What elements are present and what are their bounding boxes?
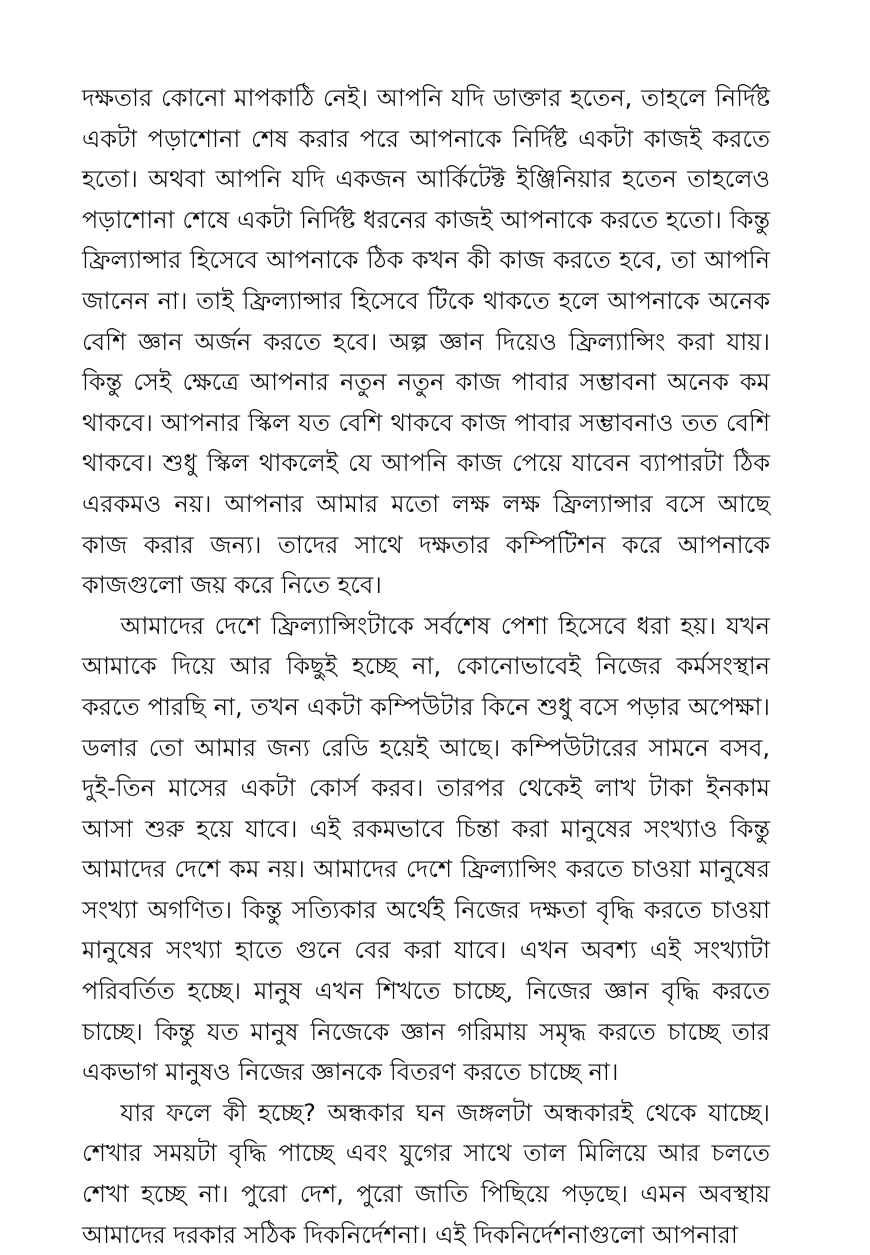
paragraph-2: আমাদের দেশে ফ্রিল্যান্সিংটাকে সর্বশেষ পেশা হিসেবে ধরা হয়। যখন আমাকে দিয়ে আর কিছুই হচ্ছে না, কোনোভাবেই নিজের কর্মসংস্থান করতে পারছি না, তখন একটা কম্পিউটার কিনে শুধু বসে পড়ার অপেক্ষা। ডলার তো আমার জন্য রেডি হয়েই আছে। কম্পিউটারের সামনে বসব, দুই-তিন মাসের একটা কোর্স করব। তারপর থেকেই লাখ টাকা ইনকাম আসা শুরু হয়ে যাবে। এই রকমভাবে চিন্তা করা মানুষের সংখ্যাও কিন্তু আমাদের দেশে কম নয়। আমাদের দেশে ফ্রিল্যান্সিং করতে চাওয়া মানুষের সংখ্যা অগণিত। কিন্তু সত্যিকার অর্থেই নিজের দক্ষতা বৃদ্ধি করতে চাওয়া মানুষের সংখ্যা হাতে গুনে বের করা যাবে। এখন অবশ্য এই সংখ্যাটা পরিবর্তিত হচ্ছে। মানুষ এখন শিখতে চাচ্ছে, নিজের জ্ঞান বৃদ্ধি করতে চাচ্ছে। কিন্তু যত মানুষ নিজেকে জ্ঞান গরিমায় সমৃদ্ধ করতে চাচ্ছে তার একভাগ মানুষও নিজের জ্ঞানকে বিতরণ করতে চাচ্ছে না। <box>82 611 770 1087</box>
paragraph-3: যার ফলে কী হচ্ছে? অন্ধকার ঘন জঙ্গলটা অন্ধকারই থেকে যাচ্ছে। শেখার সময়টা বৃদ্ধি পাচ্ছে এবং যুগের সাথে তাল মিলিয়ে আর চলতে শেখা হচ্ছে না। পুরো দেশ, পুরো জাতি পিছিয়ে পড়ছে। এমন অবস্থায় আমাদের দরকার সঠিক দিকনির্দেশনা। এই দিকনির্দেশনাগুলো আপনারা <box>82 1098 770 1249</box>
paragraph-1: দক্ষতার কোনো মাপকাঠি নেই। আপনি যদি ডাক্তার হতেন, তাহলে নির্দিষ্ট একটা পড়াশোনা শেষ করার পরে আপনাকে নির্দিষ্ট একটা কাজই করতে হতো। অথবা আপনি যদি একজন আর্কিটেক্ট ইঞ্জিনিয়ার হতেন তাহলেও পড়াশোনা শেষে একটা নির্দিষ্ট ধরনের কাজই আপনাকে করতে হতো। কিন্তু ফ্রিল্যান্সার হিসেবে আপনাকে ঠিক কখন কী কাজ করতে হবে, তা আপনি জানেন না। তাই ফ্রিল্যান্সার হিসেবে টিকে থাকতে হলে আপনাকে অনেক বেশি জ্ঞান অর্জন করতে হবে। অল্প জ্ঞান দিয়েও ফ্রিল্যান্সিং করা যায়। কিন্তু সেই ক্ষেত্রে আপনার নতুন নতুন কাজ পাবার সম্ভাবনা অনেক কম থাকবে। আপনার স্কিল যত বেশি থাকবে কাজ পাবার সম্ভাবনাও তত বেশি থাকবে। শুধু স্কিল থাকলেই যে আপনি কাজ পেয়ে যাবেন ব্যাপারটা ঠিক এরকমও নয়। আপনার আমার মতো লক্ষ লক্ষ ফ্রিল্যান্সার বসে আছে কাজ করার জন্য। তাদের সাথে দক্ষতার কম্পিটিশন করে আপনাকে কাজগুলো জয় করে নিতে হবে। <box>82 84 770 600</box>
book-page <box>82 78 770 1255</box>
